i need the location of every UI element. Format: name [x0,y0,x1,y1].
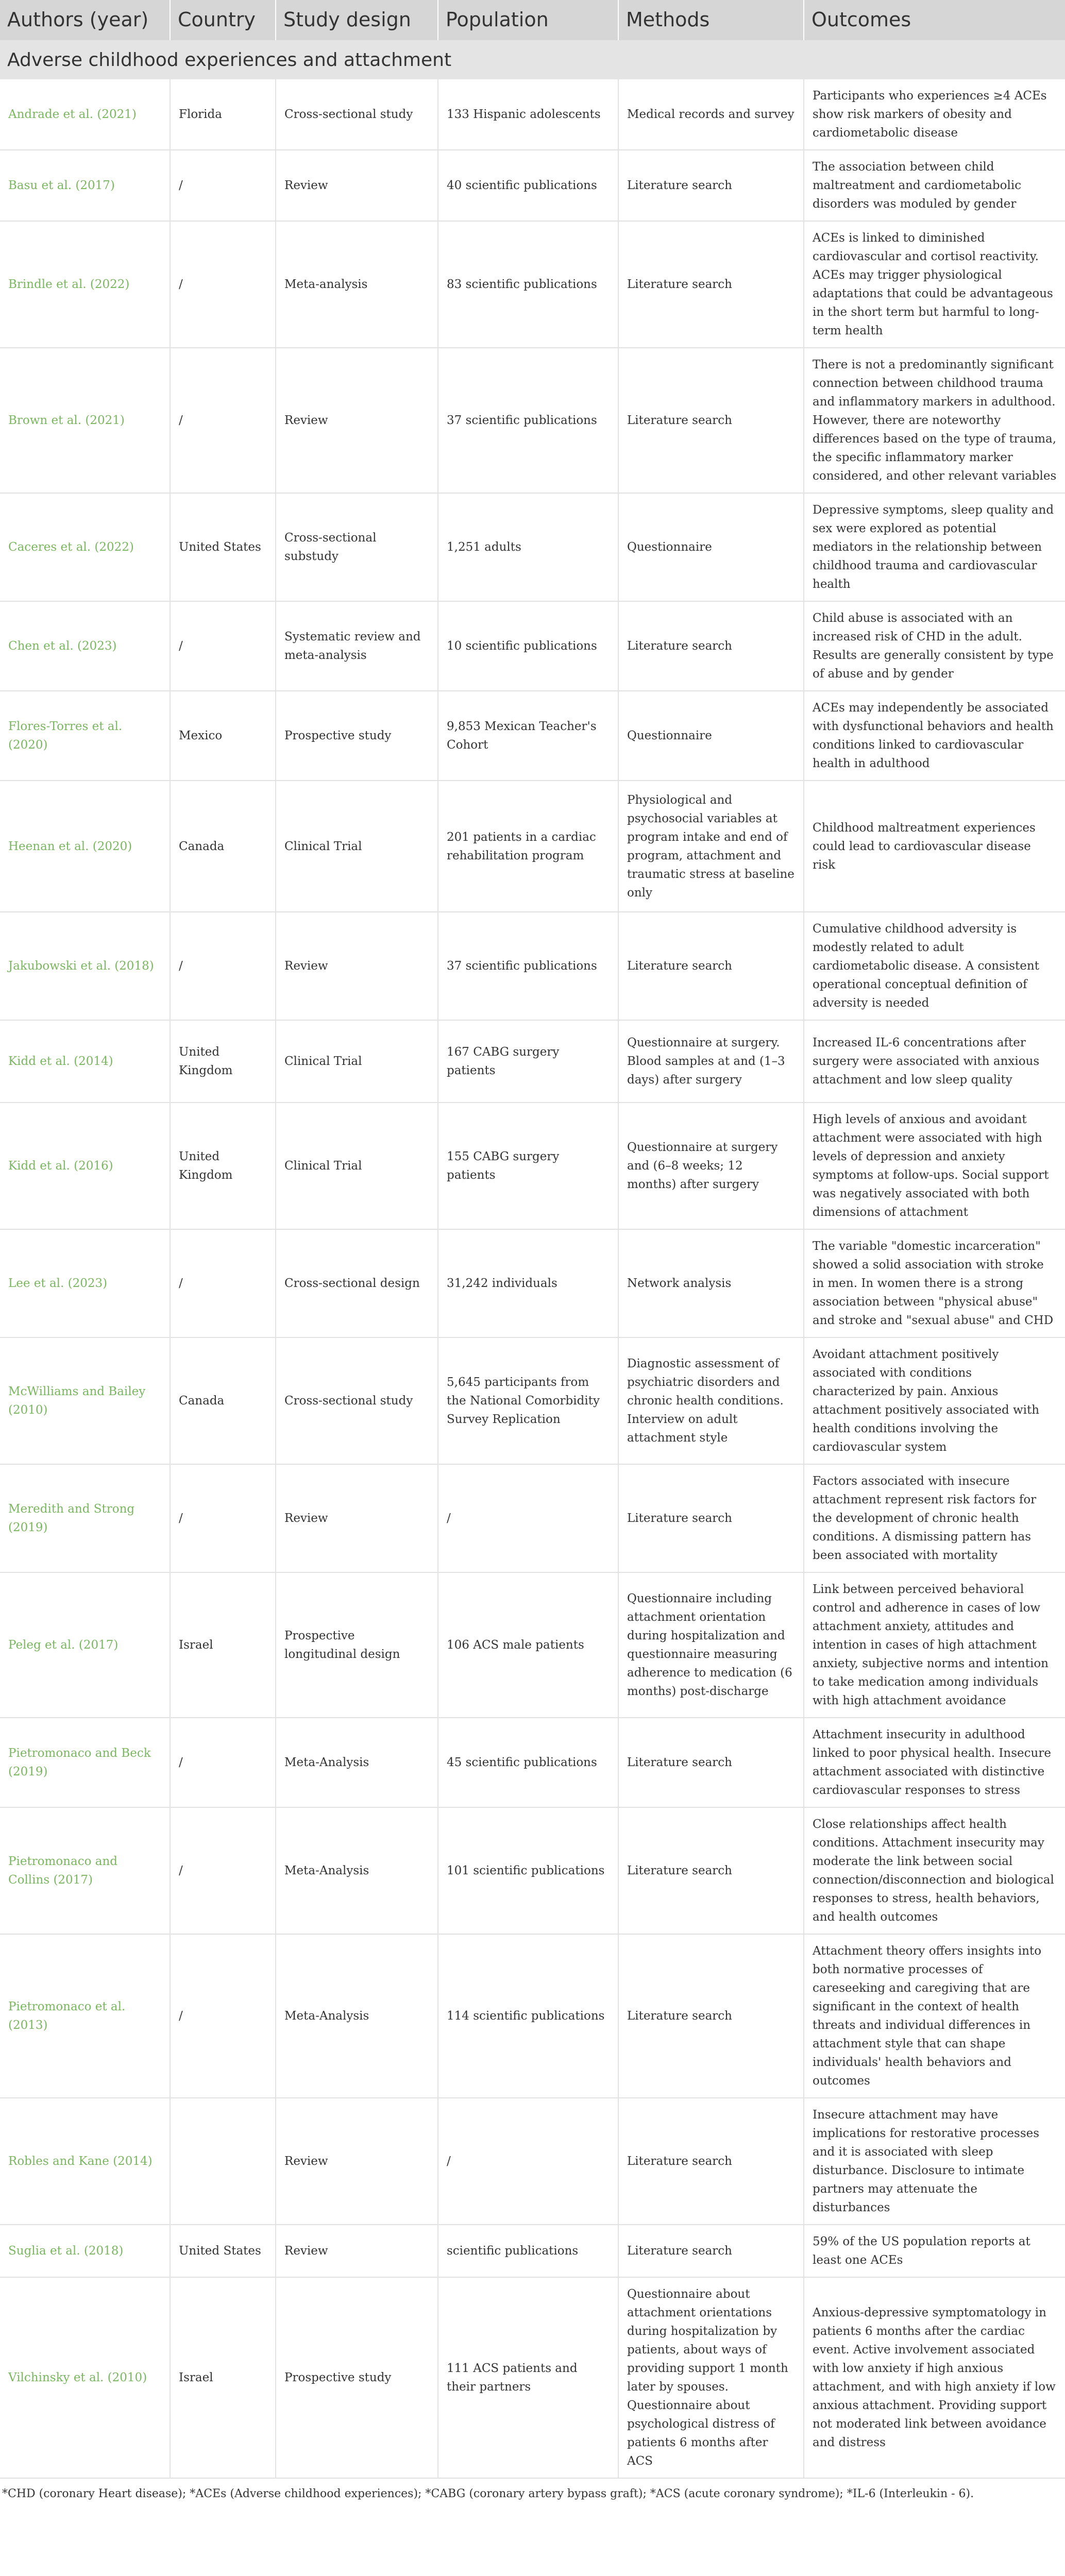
cell-author[interactable]: Robles and Kane (2014) [0,2098,170,2225]
cell-outcomes: Anxious-depressive symptomatology in patients 6 months after the cardiac event. Active involvement associated with low anxiety if high anxious attachment, and with high anxiety if low anxious attachment. Providing support not moderated link between avoidance and distress [804,2277,1065,2478]
cell-population: 37 scientific publications [438,348,618,493]
cell-country: / [170,150,276,221]
cell-methods: Literature search [618,150,804,221]
table-row [0,1020,1065,1103]
header-study-design: Study design [276,0,438,40]
cell-study-design: Prospective study [276,691,438,781]
cell-study-design: Meta-Analysis [276,1807,438,1934]
table-row [0,1572,1065,1718]
cell-population: 5,645 participants from the National Comorbidity Survey Replication [438,1337,618,1464]
cell-methods: Literature search [618,221,804,348]
cell-author[interactable]: Brown et al. (2021) [0,348,170,493]
cell-population: 101 scientific publications [438,1807,618,1934]
section-row [0,40,1065,79]
cell-population: 167 CABG surgery patients [438,1020,618,1103]
cell-study-design: Prospective study [276,2277,438,2478]
cell-outcomes: Factors associated with insecure attachment represent risk factors for the development of chronic health conditions. A dismissing pattern has been associated with mortality [804,1464,1065,1572]
cell-study-design: Cross-sectional study [276,1337,438,1464]
table-row [0,1103,1065,1229]
table-row [0,1464,1065,1572]
cell-population: 9,853 Mexican Teacher's Cohort [438,691,618,781]
cell-author[interactable]: Kidd et al. (2016) [0,1103,170,1229]
cell-country: / [170,601,276,691]
cell-author[interactable]: Caceres et al. (2022) [0,493,170,601]
header-authors: Authors (year) [0,0,170,40]
cell-outcomes: The variable "domestic incarceration" showed a solid association with stroke in men. In women there is a strong association between "physical abuse" and stroke and "sexual abuse" and CHD [804,1229,1065,1337]
cell-outcomes: The association between child maltreatment and cardiometabolic disorders was moduled by gender [804,150,1065,221]
cell-study-design: Cross-sectional study [276,79,438,150]
cell-population: 31,242 individuals [438,1229,618,1337]
cell-country: / [170,348,276,493]
cell-country: / [170,1229,276,1337]
cell-country: United States [170,493,276,601]
cell-study-design: Review [276,2225,438,2277]
cell-study-design: Clinical Trial [276,781,438,912]
cell-population: 45 scientific publications [438,1718,618,1807]
cell-country: Israel [170,1572,276,1718]
cell-population: 111 ACS patients and their partners [438,2277,618,2478]
header-outcomes: Outcomes [804,0,1065,40]
cell-outcomes: Childhood maltreatment experiences could lead to cardiovascular disease risk [804,781,1065,912]
table-row [0,1337,1065,1464]
cell-study-design: Meta-analysis [276,221,438,348]
cell-country: United Kingdom [170,1020,276,1103]
cell-outcomes: Child abuse is associated with an increased risk of CHD in the adult. Results are generally consistent by type of abuse and by gender [804,601,1065,691]
cell-methods: Literature search [618,348,804,493]
cell-study-design: Review [276,1464,438,1572]
cell-outcomes: 59% of the US population reports at least one ACEs [804,2225,1065,2277]
cell-population: 1,251 adults [438,493,618,601]
cell-outcomes: There is not a predominantly significant connection between childhood trauma and inflammatory markers in adulthood. However, there are noteworthy differences based on the type of trauma, the specific inflammatory marker considered, and other relevant variables [804,348,1065,493]
cell-study-design: Meta-Analysis [276,1934,438,2098]
cell-author[interactable]: Andrade et al. (2021) [0,79,170,150]
cell-study-design: Cross-sectional design [276,1229,438,1337]
cell-outcomes: Cumulative childhood adversity is modestly related to adult cardiometabolic disease. A consistent operational conceptual definition of adversity is needed [804,912,1065,1020]
cell-methods: Questionnaire at surgery. Blood samples at and (1–3 days) after surgery [618,1020,804,1103]
cell-outcomes: High levels of anxious and avoidant attachment were associated with high levels of depression and anxiety symptoms at follow-ups. Social support was negatively associated with both dimensions of attachment [804,1103,1065,1229]
cell-author[interactable]: Jakubowski et al. (2018) [0,912,170,1020]
cell-author[interactable]: Pietromonaco and Beck (2019) [0,1718,170,1807]
cell-methods: Diagnostic assessment of psychiatric disorders and chronic health conditions. Interview on adult attachment style [618,1337,804,1464]
cell-methods: Questionnaire about attachment orientations during hospitalization by patients, about ways of providing support 1 month later by spouses. Questionnaire about psychological distress of patients 6 months after ACS [618,2277,804,2478]
cell-author[interactable]: McWilliams and Bailey (2010) [0,1337,170,1464]
cell-outcomes: Depressive symptoms, sleep quality and sex were explored as potential mediators in the relationship between childhood trauma and cardiovascular health [804,493,1065,601]
cell-author[interactable]: Peleg et al. (2017) [0,1572,170,1718]
cell-author[interactable]: Pietromonaco et al. (2013) [0,1934,170,2098]
table-row [0,912,1065,1020]
cell-outcomes: Link between perceived behavioral control and adherence in cases of low attachment anxiety, attitudes and intention in cases of high attachment anxiety, subjective norms and intention to take medication among individuals with high attachment avoidance [804,1572,1065,1718]
table-row [0,221,1065,348]
cell-study-design: Review [276,150,438,221]
cell-author[interactable]: Chen et al. (2023) [0,601,170,691]
cell-methods: Physiological and psychosocial variables at program intake and end of program, attachment and traumatic stress at baseline only [618,781,804,912]
table-row [0,1718,1065,1807]
cell-outcomes: Attachment insecurity in adulthood linked to poor physical health. Insecure attachment associated with distinctive cardiovascular responses to stress [804,1718,1065,1807]
cell-country: Israel [170,2277,276,2478]
cell-population: 114 scientific publications [438,1934,618,2098]
cell-country: / [170,1807,276,1934]
table-footnote: *CHD (coronary Heart disease); *ACEs (Adverse childhood experiences); *CABG (coronary artery bypass graft); *ACS (acute coronary syndrome); *IL-6 (Interleukin - 6). [2,2487,974,2500]
header-country: Country [170,0,276,40]
cell-outcomes: Avoidant attachment positively associated with conditions characterized by pain. Anxious attachment positively associated with health conditions involving the cardiovascular system [804,1337,1065,1464]
table-row [0,2225,1065,2277]
cell-study-design: Review [276,912,438,1020]
header-methods: Methods [618,0,804,40]
cell-methods: Medical records and survey [618,79,804,150]
cell-population: 133 Hispanic adolescents [438,79,618,150]
cell-author[interactable]: Heenan et al. (2020) [0,781,170,912]
cell-population: 83 scientific publications [438,221,618,348]
table-row [0,1229,1065,1337]
cell-outcomes: ACEs may independently be associated with dysfunctional behaviors and health conditions linked to cardiovascular health in adulthood [804,691,1065,781]
cell-study-design: Systematic review and meta-analysis [276,601,438,691]
cell-outcomes: Participants who experiences ≥4 ACEs show risk markers of obesity and cardiometabolic disease [804,79,1065,150]
table-row [0,2277,1065,2478]
cell-country: / [170,1718,276,1807]
cell-author[interactable]: Flores-Torres et al. (2020) [0,691,170,781]
cell-methods: Literature search [618,1718,804,1807]
cell-population: 201 patients in a cardiac rehabilitation program [438,781,618,912]
cell-outcomes: Increased IL-6 concentrations after surgery were associated with anxious attachment and low sleep quality [804,1020,1065,1103]
cell-author[interactable]: Lee et al. (2023) [0,1229,170,1337]
cell-author[interactable]: Meredith and Strong (2019) [0,1464,170,1572]
cell-population: / [438,2098,618,2225]
cell-country: Florida [170,79,276,150]
table-row [0,601,1065,691]
table-row [0,1934,1065,2098]
cell-study-design: Prospective longitudinal design [276,1572,438,1718]
cell-outcomes: Close relationships affect health conditions. Attachment insecurity may moderate the link between social connection/disconnection and biological responses to stress, health behaviors, and health outcomes [804,1807,1065,1934]
cell-methods: Literature search [618,2098,804,2225]
section-title: Adverse childhood experiences and attachment [0,40,1065,79]
cell-country: / [170,912,276,1020]
cell-population: / [438,1464,618,1572]
cell-author[interactable]: Basu et al. (2017) [0,150,170,221]
cell-author[interactable]: Vilchinsky et al. (2010) [0,2277,170,2478]
cell-author[interactable]: Kidd et al. (2014) [0,1020,170,1103]
table-row [0,691,1065,781]
cell-country: Canada [170,1337,276,1464]
cell-methods: Literature search [618,1464,804,1572]
cell-study-design: Cross-sectional substudy [276,493,438,601]
cell-country: United Kingdom [170,1103,276,1229]
cell-study-design: Meta-Analysis [276,1718,438,1807]
cell-population: 10 scientific publications [438,601,618,691]
cell-population: scientific publications [438,2225,618,2277]
table-row [0,781,1065,912]
cell-author[interactable]: Pietromonaco and Collins (2017) [0,1807,170,1934]
table-row [0,79,1065,150]
cell-population: 106 ACS male patients [438,1572,618,1718]
cell-study-design: Clinical Trial [276,1103,438,1229]
cell-country: Mexico [170,691,276,781]
cell-methods: Literature search [618,601,804,691]
table-row [0,493,1065,601]
cell-population: 40 scientific publications [438,150,618,221]
table-header [0,0,1065,40]
cell-country: / [170,221,276,348]
cell-population: 37 scientific publications [438,912,618,1020]
cell-author[interactable]: Suglia et al. (2018) [0,2225,170,2277]
cell-study-design: Review [276,348,438,493]
cell-country: / [170,1464,276,1572]
cell-methods: Literature search [618,1807,804,1934]
cell-country: Canada [170,781,276,912]
cell-outcomes: Attachment theory offers insights into both normative processes of careseeking and caregiving that are significant in the context of health threats and individual differences in attachment style that can shape individuals' health behaviors and outcomes [804,1934,1065,2098]
header-population: Population [438,0,618,40]
cell-outcomes: ACEs is linked to diminished cardiovascular and cortisol reactivity. ACEs may trigger physiological adaptations that could be advantageous in the short term but harmful to long-term health [804,221,1065,348]
table-row [0,2098,1065,2225]
cell-country: United States [170,2225,276,2277]
cell-methods: Network analysis [618,1229,804,1337]
cell-population: 155 CABG surgery patients [438,1103,618,1229]
table-row [0,348,1065,493]
cell-methods: Questionnaire [618,691,804,781]
cell-methods: Literature search [618,912,804,1020]
table-body [0,79,1065,2478]
cell-country [170,2098,276,2225]
cell-methods: Questionnaire including attachment orientation during hospitalization and questionnaire measuring adherence to medication (6 months) post-discharge [618,1572,804,1718]
table-row [0,150,1065,221]
cell-author[interactable]: Brindle et al. (2022) [0,221,170,348]
cell-country: / [170,1934,276,2098]
cell-methods: Questionnaire [618,493,804,601]
cell-outcomes: Insecure attachment may have implications for restorative processes and it is associated with sleep disturbance. Disclosure to intimate partners may attenuate the disturbances [804,2098,1065,2225]
cell-methods: Literature search [618,1934,804,2098]
cell-study-design: Review [276,2098,438,2225]
cell-methods: Questionnaire at surgery and (6–8 weeks; 12 months) after surgery [618,1103,804,1229]
cell-methods: Literature search [618,2225,804,2277]
cell-study-design: Clinical Trial [276,1020,438,1103]
table-row [0,1807,1065,1934]
